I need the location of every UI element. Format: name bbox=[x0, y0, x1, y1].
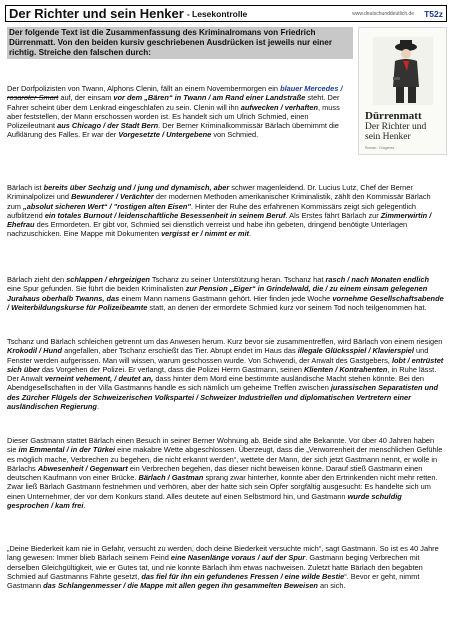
paragraph-1: Der Dorfpolizisten von Twann, Alphons Clenin, fällt an einem Novembermorgen ein blauer Mercedes / rosaroter Smart auf, der einsam vor dem „Bären“ in Twann / am Rand einer Landstraße steht. Der Fahrer scheint über dem Lenkrad eingeschlafen zu sein. Clenin will ihn aufwecken / verhaften, muss aber feststellen, der Mann erschossen worden ist. Es handelt sich um Ulrich Schmied, einen Polizeileutnant aus Chicago / der Stadt Bern. Der Berner Kriminalkommissär Bärlach übernimmt die Aufklärung des Falles. Er war der Vorgesetzte / Untergebene von Schmied. bbox=[7, 84, 343, 140]
choice[interactable]: Krokodil / Hund bbox=[7, 346, 63, 356]
choice[interactable]: vergisst er / nimmt er mit bbox=[161, 229, 249, 239]
cover-illustration bbox=[373, 37, 433, 105]
choice[interactable]: verneint vehement, / deutet an, bbox=[44, 374, 154, 384]
choice[interactable]: aus Chicago / der Stadt Bern bbox=[57, 121, 159, 131]
choice[interactable]: vornehme Gesellschaftsabende / Weiterbildungskurse für Polizeibeamte bbox=[7, 293, 444, 312]
book-cover bbox=[358, 27, 447, 155]
cover-publisher: Roman · Diogenes bbox=[365, 146, 395, 150]
choice[interactable]: ein totales Burnout / leidenschaftliche Besessenheit in seinem Beruf bbox=[44, 210, 286, 220]
choice[interactable]: zur Pension „Eiger“ in Grindelwald, die / zu einem einsam gelegenen Jurahaus oberhalb Twanns, das bbox=[7, 284, 428, 303]
choice[interactable]: im Emmental / in der Türkei bbox=[18, 445, 116, 455]
paragraph-6: „Deine Biederkeit kam nie in Gefahr, versucht zu werden, doch deine Biederkeit versuchte mich“, sagt Gastmann. So ist es 40 Jahre lang gewesen: Immer blieb Bärlach seinem Feind eine Nasenlänge voraus / auf der Spur. Gastmann beging Verbrechen mit derselben Gleichgültigkeit, wie er Gutes tat, und nie konnte Bärlach ihm etwas nachweisen. Zuletzt hatte Bärlach den begabten Schmied auf Gastmanns Fährte gesetzt, das fiel für ihn ein gefundenes Fressen / eine wilde Bestie“. Bevor er geht, nimmt Gastmann das Schlangenmesser / die Mappe mit allen gegen ihn gesammelten Beweisen an sich. bbox=[7, 544, 439, 591]
choice[interactable]: illegale Glücksspiel / Klavierspiel bbox=[297, 346, 414, 356]
site-url: www.deutschunddeutlich.de bbox=[352, 10, 415, 17]
paragraph-5: Dieser Gastmann stattet Bärlach einen Besuch in seiner Berner Wohnung ab. Beide sind alte Bekannte. Vor über 40 Jahren haben sie im Emmental / in der Türkei eine makabre Wette abgeschlossen. Überzeugt, dass die „Verworrenheit der menschlichen Gefühle es möglich mache, Verbrechen zu begehen, die nicht erkannt werden“, wettete der Mann, der sich jetzt Gastmann nennt, er wolle in Bärlachs Abwesenheit / Gegenwart ein Verbrechen begehen, das dieser nicht beweisen könne. Darauf stieß Gastmann einen deutschen Kaufmann von einer Brücke. Bärlach / Gastman sprang zwar hinterher, konnte aber den Ertrinkenden nicht mehr retten. Zwar ließ Bärlach Gastmann festnehmen und verhören, aber der hatte sich sein Opfer sorgfältig ausgesucht: Es handelte sich um einen Unternehmer, der vor dem Konkurs stand. Alles deutete auf einen Selbstmord hin, und Gastmann wurde schuldig gesprochen / kam frei. bbox=[7, 436, 443, 511]
choice-blue[interactable]: blauer Mercedes bbox=[280, 84, 339, 93]
choice[interactable]: Bewunderer / Verächter bbox=[71, 192, 154, 202]
choice[interactable]: das Schlangenmesser / die Mappe mit allen gegen ihn gesammelten Beweisen bbox=[43, 581, 318, 591]
choice[interactable]: Klienten / Kontrahenten bbox=[304, 364, 388, 374]
choice[interactable]: schlappen / ehrgeizigen bbox=[66, 275, 150, 284]
choice[interactable]: rasch / nach Monaten endlich bbox=[325, 275, 430, 284]
choice[interactable]: Bärlach / Gastman bbox=[138, 473, 204, 483]
choice[interactable]: jurassischen Separatisten und des Zürcher Flügels der Schweizerischen Volkspartei / Schweizer Industriellen und diplomatischen Vertretern einer ausländischen Regierung bbox=[7, 383, 439, 412]
instructions-box: Der folgende Text ist die Zusammenfassung des Kriminalromans von Friedrich Dürrenmatt. Von den beiden kursiv geschriebenen Ausdrücken ist jeweils nur einer richtig. Streiche den falschen durch: bbox=[7, 27, 353, 59]
choice[interactable]: eine Nasenlänge voraus / auf der Spur bbox=[170, 553, 306, 563]
paragraph-4: Tschanz und Bärlach schleichen getrennt um das Anwesen herum. Kurz bevor sie zusammentreffen, wird Bärlach von einem riesigen Krokodil / Hund angefallen, aber Tschanz erschießt das Tier. Abrupt endet im Haus das illegale Glücksspiel / Klavierspiel und Fenster werden aufgerissen. Man will wissen, warum geschossen wurde. Von Schwendi, der Anwalt des Gastgebers, lobt / entrüstet sich über das Vorgehen der Polizei. Er verlangt, dass die Polizei Herrn Gastmann, seinen Klienten / Kontrahenten, in Ruhe lässt. Der Anwalt verneint vehement, / deutet an, dass hinter dem Mord eine bestimmte ausländische Macht stehen könnte. Bei den Abendgesellschaften in der Villa Gastmanns handle es sich nämlich um geheime Treffen zwischen jurassischen Separatisten und des Zürcher Flügels der Schweizerischen Volkspartei / Schweizer Industriellen und diplomatischen Vertretern einer ausländischen Regierung. bbox=[7, 337, 444, 412]
choice[interactable]: wurde schuldig gesprochen / kam frei bbox=[7, 491, 402, 511]
choice[interactable]: lobt / entrüstet sich über bbox=[7, 355, 444, 374]
paragraph-2: Bärlach ist bereits über Sechzig und / jung und dynamisch, aber schwer magenleidend. Dr. Lucius Lutz, Chef der Berner Kriminalpolizei und Bewunderer / Verächter der modernen Methoden amerikanischer Kriminalistik, zählt den Kommissär Bärlach zum „absolut sicheren Wert“ / "rostigen alten Eisen". Hinter der Ruhe des erfahrenen Kommissärs zeigt sich gelegentlich aufblitzend ein totales Burnout / leidenschaftliche Besessenheit in seinem Beruf. Als Erstes fährt Bärlach zur Zimmerwirtin / Ehefrau des Ermordeten. Er gibt vor, Schmied sei dienstlich verreist und habe ihn gebeten, dringend benötigte Unterlagen nachzuschicken. Eine Mappe mit Dokumenten vergisst er / nimmt er mit. bbox=[7, 183, 432, 239]
choice[interactable]: Zimmerwirtin / Ehefrau bbox=[7, 210, 432, 230]
choice[interactable]: das fiel für ihn ein gefundenes Fressen / eine wilde Bestie bbox=[141, 571, 345, 581]
choice[interactable]: Abwesenheit / Gegenwart bbox=[37, 463, 128, 473]
page-title: Der Richter und sein Henker bbox=[9, 6, 184, 21]
cover-author: Dürrenmatt bbox=[365, 110, 422, 122]
page-subtitle: - Lesekontrolle bbox=[186, 8, 248, 19]
portrait-figure-icon bbox=[373, 37, 433, 105]
choice-struck: rosaroter Smart bbox=[7, 93, 59, 103]
doc-code: T52z bbox=[424, 8, 443, 19]
cover-title: Der Richter und sein Henker bbox=[365, 122, 427, 142]
choice[interactable]: Vorgesetzte / Untergebene bbox=[118, 130, 212, 140]
choice[interactable]: vor dem „Bären“ in Twann / am Rand einer Landstraße bbox=[113, 93, 306, 103]
choice[interactable]: bereits über Sechzig und / jung und dynamisch, aber bbox=[43, 183, 230, 192]
paragraph-3: Bärlach zieht den schlappen / ehrgeizigen Tschanz zu seiner Unterstützung heran. Tschanz hat rasch / nach Monaten endlich eine Spur gefunden. Sie führt die beiden Kriminalisten zur Pension „Eiger“ in Grindelwald, die / zu einem einsam gelegenen Jurahaus oberhalb Twanns, das einem Mann namens Gastmann gehört. Hier finden jede Woche vornehme Gesellschaftsabende / Weiterbildungskurse für Polizeibeamte statt, an denen der ermordete Schmied kurz vor seinem Tod noch teilgenommen hat. bbox=[7, 275, 444, 312]
choice[interactable]: aufwecken / verhaften bbox=[240, 102, 318, 112]
choice[interactable]: „absolut sicheren Wert“ / "rostigen alten Eisen" bbox=[23, 201, 191, 211]
header-bar bbox=[5, 5, 447, 22]
